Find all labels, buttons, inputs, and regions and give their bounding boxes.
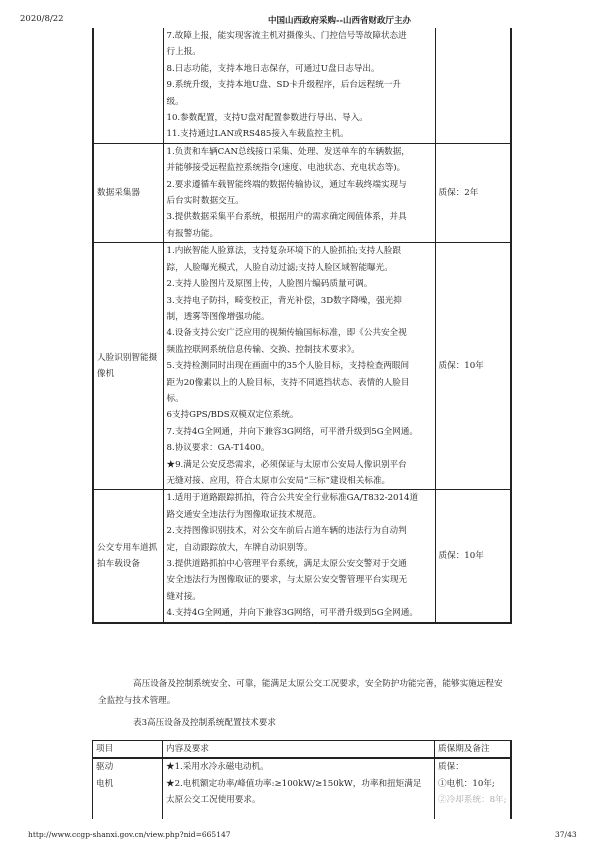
warranty-line: 质保： (438, 762, 464, 773)
requirement-line: 3.支持电子防抖，畸变校正，背光补偿，3D数字降噪，强光抑 (166, 295, 402, 306)
item-cell: 人脸识别智能摄像机 (93, 243, 163, 490)
table-row (93, 143, 511, 242)
requirement-line: 无缝对接、应用，符合太原市公安局“三标”建设相关标准。 (166, 475, 391, 486)
requirements-cell (163, 28, 435, 143)
table-caption: 表3高压设备及控制系统配置技术要求 (133, 718, 276, 728)
warranty-cell: 质保：10年 (435, 490, 511, 623)
warranty-cell: 质保：10年 (435, 243, 511, 490)
requirement-line: 定，自动跟踪放大，车牌自动识别等。 (166, 542, 313, 553)
requirement-line: 后台实时数据交互。 (166, 196, 244, 207)
requirement-line: 路交通安全违法行为图像取证技术规范。 (166, 509, 322, 520)
item-cell (93, 28, 163, 143)
warranty-cell: 质保：2年 (435, 143, 511, 242)
print-date: 2020/8/22 (20, 14, 64, 24)
requirements-cell (163, 143, 435, 242)
paragraph-line: 高压设备及控制系统安全、可靠，能满足太原公交工况要求，安全防护功能完善，能够实施远程安 (133, 679, 503, 689)
requirement-line: 安全违法行为图像取证的要求，与太原公安交警管理平台实现无 (166, 575, 408, 586)
requirement-line: 6支持GPS/BDS双模双定位系统。 (166, 410, 299, 421)
requirement-line: 2.支持图像识别技术，对公交车前后占道车辆的违法行为自动判 (166, 526, 407, 537)
header-item: 项目 (93, 741, 163, 759)
requirement-line: 4.支持4G全网通，并向下兼容3G网络，可平滑升级到5G全网通。 (166, 608, 418, 619)
table-header-row (93, 741, 511, 759)
equipment-spec-table (92, 28, 512, 624)
item-line: 驱动 (96, 762, 114, 773)
requirement-line: 行上报。 (166, 47, 201, 58)
table-row (93, 490, 511, 623)
requirement-line: 4.设备支持公安广泛应用的视频传输国标标准，即《公共安全视 (166, 328, 407, 339)
warranty-line: ①电机：10年; (438, 778, 495, 789)
requirement-line: 11.支持通过LAN或RS485接入车载监控主机。 (166, 129, 349, 140)
requirement-line: ★9.满足公安反恐需求，必须保证与太原市公安局人像识别平台 (166, 459, 407, 470)
requirement-line: 3.提供数据采集平台系统，根据用户的需求确定阀值体系，并具 (166, 212, 407, 223)
requirement-line: 级。 (166, 96, 184, 107)
requirement-line: 1.负责和车辆CAN总线接口采集、处理、发送单车的车辆数据， (166, 146, 410, 157)
requirement-line: 距为20像素以上的人脸目标，支持不同遮挡状态、表情的人脸目 (166, 377, 410, 388)
table-row (93, 243, 511, 490)
item-cell (93, 758, 163, 819)
header-requirements: 内容及要求 (163, 741, 435, 759)
requirement-line: 2.支持人脸图片及原图上传，人脸图片编码质量可调。 (166, 279, 373, 290)
requirement-line: 3.提供道路抓拍中心管理平台系统，满足太原公安交警对于交通 (166, 559, 407, 569)
requirement-line: 并能够接受远程监控系统指令(速度、电池状态、充电状态等)。 (166, 163, 406, 174)
requirement-line: ★2.电机额定功率/峰值功率:≥100kW/≥150kW，功率和扭矩满足 (166, 778, 422, 789)
requirement-line: 8.协议要求：GA-T1400。 (166, 443, 270, 454)
table-row (93, 28, 511, 143)
high-voltage-spec-table (92, 740, 512, 819)
header-warranty: 质保期及备注 (435, 741, 511, 759)
requirements-cell (163, 758, 435, 819)
site-title: 中国山西政府采购--山西省财政厅主办 (268, 16, 412, 26)
table-row (93, 758, 511, 819)
page-number: 37/43 (555, 830, 577, 839)
requirement-line: 1.适用于道路跟踪抓拍，符合公共安全行业标准GA/T832-2014道 (166, 493, 419, 504)
warranty-cell (435, 28, 511, 143)
requirement-line: 7.支持4G全网通，并向下兼容3G网络，可平滑升级到5G全网通。 (166, 426, 418, 437)
requirement-line: 9.系统升级，支持本地U盘、SD卡升级程序，后台远程统一升 (166, 80, 401, 91)
warranty-cell (435, 758, 511, 819)
item-line: 电机 (96, 778, 114, 789)
requirement-line: 8.日志功能，支持本地日志保存，可通过U盘日志导出。 (166, 63, 380, 74)
page-url: http://www.ccgp-shanxi.gov.cn/view.php?nid=665147 (28, 830, 231, 839)
requirement-line: 7.故障上报，能实现客流主机对摄像头、门控信号等故障状态进 (166, 31, 407, 41)
requirement-line: 缝对接。 (166, 591, 201, 602)
requirement-line: 制，透雾等图像增强功能。 (166, 311, 270, 322)
requirement-line: 有报警功能。 (166, 228, 219, 239)
requirement-line: 10.参数配置，支持U盘对配置参数进行导出、导入。 (166, 113, 368, 124)
requirement-line: 2.要求遵循车载智能终端的数据传输协议，通过车载终端实现与 (166, 179, 407, 190)
requirement-line: ★1.采用水冷永磁电动机。 (166, 762, 269, 773)
requirement-line: 1.内嵌智能人脸算法，支持复杂环境下的人脸抓拍;支持人脸跟 (166, 246, 402, 257)
requirements-cell (163, 490, 435, 623)
body-paragraph (98, 676, 558, 710)
requirement-line: 频监控联网系统信息传输、交换、控制技术要求》。 (166, 344, 360, 355)
warranty-line: ②冷却系统：8年; (438, 795, 507, 806)
item-cell: 数据采集器 (93, 143, 163, 242)
requirement-line: 太原公交工况使用要求。 (166, 795, 261, 806)
requirement-line: 标。 (166, 393, 184, 404)
requirements-cell (163, 243, 435, 490)
requirement-line: 5.支持检测同时出现在画面中的35个人脸目标，支持检查两眼间 (166, 361, 410, 372)
requirement-line: 踪，人脸曝光模式，人脸自动过滤;支持人脸区域智能曝光。 (166, 262, 393, 273)
item-cell: 公交专用车道抓拍车载设备 (93, 490, 163, 623)
paragraph-line: 全监控与技术管理。 (98, 696, 176, 706)
